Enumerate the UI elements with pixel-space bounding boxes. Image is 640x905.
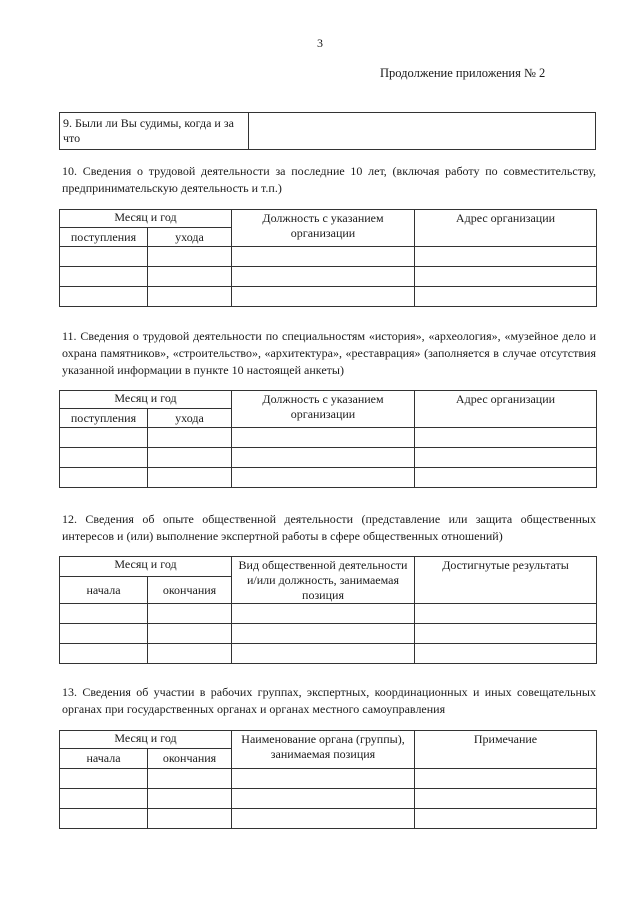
q12-activity-header: Вид общественной деятельности и/или должность, занимаемая позиция: [232, 557, 415, 604]
q13-body-name-header: Наименование органа (группы), занимаемая позиция: [232, 731, 415, 769]
q10-end-header: ухода: [148, 228, 232, 247]
q13-end-header: окончания: [148, 749, 232, 769]
table-row: [60, 468, 597, 488]
q10-position-header: Должность с указанием организации: [232, 210, 415, 247]
q9-divider: [248, 113, 249, 149]
q10-start-header: поступления: [60, 228, 148, 247]
q13-table: [59, 730, 597, 829]
table-row: [60, 604, 597, 624]
q10-month-year-header: Месяц и год: [60, 210, 232, 228]
table-row: [60, 789, 597, 809]
table-row: [60, 247, 597, 267]
q11-address-header: Адрес организации: [415, 391, 597, 428]
q12-month-year-header: Месяц и год: [60, 557, 232, 577]
q11-table: [59, 390, 597, 488]
q12-start-header: начала: [60, 577, 148, 604]
table-row: [60, 624, 597, 644]
table-row: [60, 644, 597, 664]
table-row: [60, 287, 597, 307]
q13-start-header: начала: [60, 749, 148, 769]
table-row: [60, 428, 597, 448]
q13-text: 13. Сведения об участии в рабочих группах, экспертных, координационных и иных совещательных органах при государственных органах и органах местного самоуправления: [62, 685, 596, 716]
q12-text: 12. Сведения об опыте общественной деятельности (представление или защита общественных интересов и (или) выполнение экспертной работы в сфере общественных отношений): [62, 512, 596, 543]
q10-table: [59, 209, 597, 307]
q12-end-header: окончания: [148, 577, 232, 604]
q10-text: 10. Сведения о трудовой деятельности за последние 10 лет, (включая работу по совместительству, предпринимательскую деятельность и т.п.): [62, 164, 596, 195]
table-row: [60, 809, 597, 829]
q13-note-header: Примечание: [415, 731, 597, 769]
table-row: [60, 448, 597, 468]
q11-end-header: ухода: [148, 409, 232, 428]
q11-start-header: поступления: [60, 409, 148, 428]
appendix-title: Продолжение приложения № 2: [380, 66, 546, 80]
q13-month-year-header: Месяц и год: [60, 731, 232, 749]
q9-table: [59, 112, 596, 150]
q11-text: 11. Сведения о трудовой деятельности по специальностям «история», «археология», «музейное дело и охрана памятников», «строительство», «архитектура», «реставрация» (заполняется в случае отсутствия указанной информации в пункте 10 настоящей анкеты): [62, 329, 596, 377]
q11-month-year-header: Месяц и год: [60, 391, 232, 409]
page-number: 3: [317, 36, 323, 50]
table-row: [60, 769, 597, 789]
q11-position-header: Должность с указанием организации: [232, 391, 415, 428]
q12-table: [59, 556, 597, 664]
q12-results-header: Достигнутые результаты: [415, 557, 597, 604]
q10-address-header: Адрес организации: [415, 210, 597, 247]
table-row: [60, 267, 597, 287]
q9-label: 9. Были ли Вы судимы, когда и за что: [63, 116, 234, 145]
